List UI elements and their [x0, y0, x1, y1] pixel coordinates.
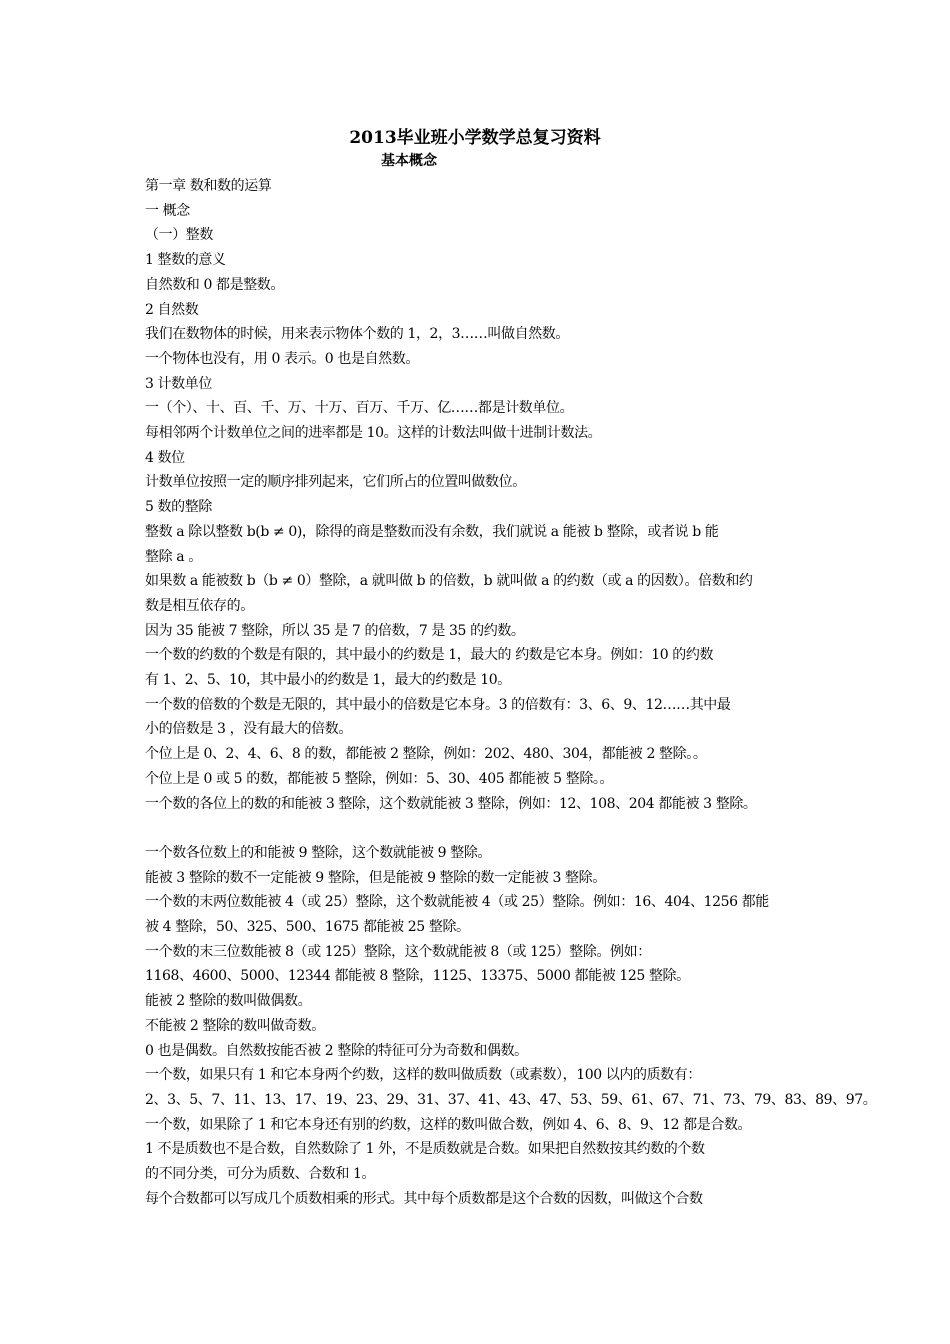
text-line: 1168、4600、5000、12344 都能被 8 整除，1125、13375、5000 都能被 125 整除。 — [145, 968, 690, 985]
text-line: 整数 a 除以整数 b(b ≠ 0)，除得的商是整数而没有余数，我们就说 a 能被 b 整除，或者说 b 能 — [145, 523, 719, 540]
text-line: 被 4 整除，50、325、500、1675 都能被 25 整除。 — [145, 919, 470, 936]
text-line: 每个合数都可以写成几个质数相乘的形式。其中每个质数都是这个合数的因数，叫做这个合数 — [145, 1190, 703, 1207]
text-line: 2、3、5、7、11、13、17、19、23、29、31、37、41、43、47、53、59、61、67、71、73、79、83、89、97。 — [145, 1092, 877, 1108]
text-line: 能被 2 整除的数叫做偶数。 — [145, 993, 312, 1010]
document-body — [145, 174, 877, 1212]
text-line: 不能被 2 整除的数叫做奇数。 — [145, 1017, 325, 1034]
text-line: 计数单位按照一定的顺序排列起来，它们所占的位置叫做数位。 — [145, 474, 526, 491]
text-line: 1 不是质数也不是合数，自然数除了 1 外，不是质数就是合数。如果把自然数按其约数的个数 — [145, 1141, 705, 1158]
text-line: 4 数位 — [145, 449, 185, 466]
text-line: 一个数，如果除了 1 和它本身还有别的约数，这样的数叫做合数，例如 4、6、8、9、12 都是合数。 — [145, 1116, 752, 1133]
document-title: 2013毕业班小学数学总复习资料 — [349, 128, 601, 148]
text-line: （一）整数 — [145, 227, 213, 244]
text-line: 整除 a 。 — [145, 548, 202, 565]
text-line: 一个数的末两位数能被 4（或 25）整除，这个数就能被 4（或 25）整除。例如：16、404、1256 都能 — [145, 894, 769, 911]
text-line: 小的倍数是 3 ，没有最大的倍数。 — [145, 721, 353, 738]
text-line: 有 1、2、5、10，其中最小的约数是 1，最大的约数是 10。 — [145, 672, 511, 689]
text-line: 一（个）、十、百、千、万、十万、百万、千万、亿……都是计数单位。 — [145, 400, 574, 417]
text-line: 自然数和 0 都是整数。 — [145, 276, 285, 293]
text-line: 一个物体也没有，用 0 表示。0 也是自然数。 — [145, 350, 419, 367]
text-line: 第一章 数和数的运算 — [145, 178, 272, 194]
text-line: 一个数的各位上的数的和能被 3 整除，这个数就能被 3 整除，例如：12、108、204 都能被 3 整除。 — [145, 795, 757, 812]
document-subtitle: 基本概念 — [381, 153, 437, 169]
text-line: 个位上是 0 或 5 的数，都能被 5 整除，例如：5、30、405 都能被 5 整除。。 — [145, 770, 614, 787]
text-line: 因为 35 能被 7 整除，所以 35 是 7 的倍数，7 是 35 的约数。 — [145, 622, 525, 639]
text-line: 如果数 a 能被数 b（b ≠ 0）整除，a 就叫做 b 的倍数，b 就叫做 a 的约数（或 a 的因数）。倍数和约 — [145, 573, 753, 590]
text-line: 一个数的倍数的个数是无限的，其中最小的倍数是它本身。3 的倍数有：3、6、9、12……其中最 — [145, 696, 731, 713]
text-line: 一 概念 — [145, 202, 190, 219]
text-line: 5 数的整除 — [145, 499, 212, 516]
text-line: 一个数，如果只有 1 和它本身两个约数，这样的数叫做质数（或素数），100 以内的质数有： — [145, 1067, 701, 1084]
text-line: 的不同分类，可分为质数、合数和 1。 — [145, 1166, 376, 1183]
text-line: 个位上是 0、2、4、6、8 的数，都能被 2 整除，例如：202、480、304，都能被 2 整除。。 — [145, 746, 707, 763]
text-line: 一个数的末三位数能被 8（或 125）整除，这个数就能被 8（或 125）整除。例如： — [145, 943, 651, 960]
text-line: 2 自然数 — [145, 301, 199, 318]
text-line: 我们在数物体的时候，用来表示物体个数的 1，2，3……叫做自然数。 — [145, 326, 569, 343]
text-line: 3 计数单位 — [145, 375, 212, 392]
text-line: 0 也是偶数。自然数按能否被 2 整除的特征可分为奇数和偶数。 — [145, 1042, 528, 1059]
text-line: 一个数的约数的个数是有限的，其中最小的约数是 1，最大的 约数是它本身。例如：10 的约数 — [145, 647, 714, 664]
text-line: 数是相互依存的。 — [145, 597, 254, 614]
text-line: 每相邻两个计数单位之间的进率都是 10。这样的计数法叫做十进制计数法。 — [145, 425, 602, 442]
text-line: 一个数各位数上的和能被 9 整除，这个数就能被 9 整除。 — [145, 844, 492, 861]
text-line — [145, 816, 835, 841]
text-line: 1 整数的意义 — [145, 252, 226, 269]
text-line: 能被 3 整除的数不一定能被 9 整除，但是能被 9 整除的数一定能被 3 整除。 — [145, 869, 606, 886]
